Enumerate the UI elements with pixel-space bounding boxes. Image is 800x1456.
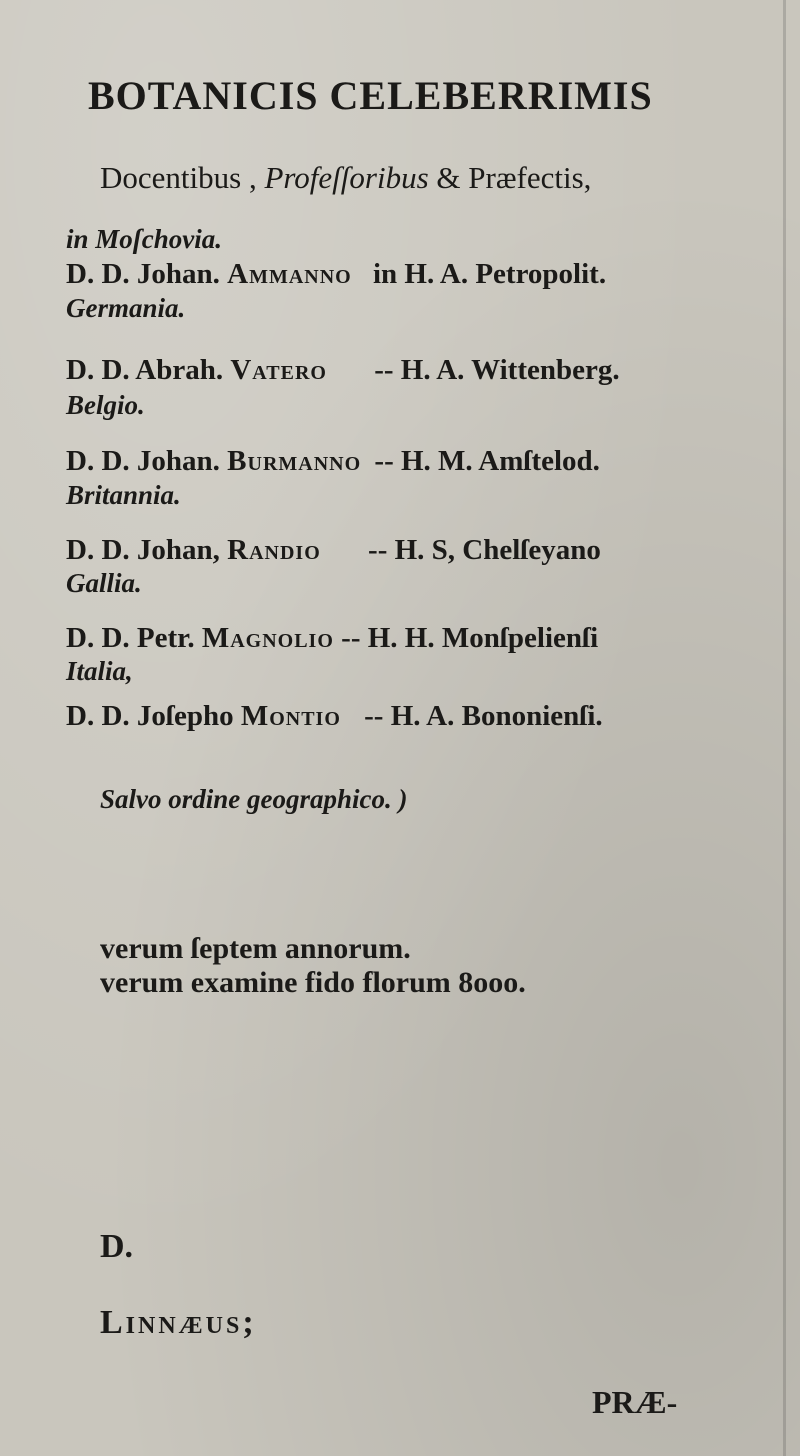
entry-3 bbox=[66, 445, 600, 478]
entry-6-surname: Montio bbox=[240, 700, 341, 732]
entry-5 bbox=[66, 622, 598, 655]
entry-1-name: D. D. Johan. bbox=[66, 258, 220, 290]
entry-6 bbox=[66, 700, 603, 733]
catchword: PRÆ- bbox=[592, 1384, 678, 1420]
entry-1-place: in H. A. Petropolit. bbox=[373, 258, 607, 290]
entry-4 bbox=[66, 534, 601, 567]
entry-4-place: -- H. S, Chelſeyano bbox=[368, 534, 601, 566]
signatory-name: Linnæus; bbox=[100, 1304, 257, 1341]
page-heading: BOTANICIS CELEBERRIMIS bbox=[88, 73, 653, 118]
subheading-part2: Profeſſoribus bbox=[264, 160, 429, 195]
entry-1 bbox=[66, 258, 606, 291]
entry-5-place: -- H. H. Monſpelienſi bbox=[341, 622, 599, 654]
page-edge-shadow bbox=[783, 0, 786, 1456]
subheading-part3: & bbox=[436, 160, 461, 195]
verum-line-1: verum ſeptem annorum. bbox=[100, 932, 411, 965]
subheading-part4: Præfectis, bbox=[468, 160, 592, 195]
entry-4-surname: Randio bbox=[227, 534, 321, 566]
entry-2-surname: Vatero bbox=[230, 354, 327, 386]
entry-3-surname: Burmanno bbox=[227, 445, 362, 477]
dedication-subheading bbox=[100, 160, 591, 196]
entry-3-name: D. D. Johan. bbox=[66, 445, 220, 477]
entry-6-name: D. D. Joſepho bbox=[66, 700, 234, 732]
entry-1-country: Germania. bbox=[66, 293, 186, 323]
verum-line-2: verum examine fido florum 8ooo. bbox=[100, 966, 526, 999]
entry-1-surname: Ammanno bbox=[227, 258, 352, 290]
entry-4-name: D. D. Johan, bbox=[66, 534, 220, 566]
entry-5-country: Italia, bbox=[66, 656, 133, 686]
entry-3-country: Britannia. bbox=[66, 480, 181, 510]
entry-5-surname: Magnolio bbox=[201, 622, 334, 654]
ordering-note: Salvo ordine geographico. ) bbox=[100, 784, 408, 814]
entry-2-country: Belgio. bbox=[66, 390, 145, 420]
entry-3-place: -- H. M. Amſtelod. bbox=[374, 445, 600, 477]
entry-4-country: Gallia. bbox=[66, 568, 142, 598]
entry-2-name: D. D. Abrah. bbox=[66, 354, 224, 386]
city-label: in Moſchovia. bbox=[66, 224, 223, 254]
entry-6-place: -- H. A. Bononienſi. bbox=[364, 700, 603, 732]
entry-2 bbox=[66, 354, 620, 387]
entry-2-place: -- H. A. Wittenberg. bbox=[374, 354, 620, 386]
footer-d: D. bbox=[100, 1228, 134, 1265]
entry-5-name: D. D. Petr. bbox=[66, 622, 195, 654]
subheading-part1: Docentibus , bbox=[100, 160, 257, 195]
